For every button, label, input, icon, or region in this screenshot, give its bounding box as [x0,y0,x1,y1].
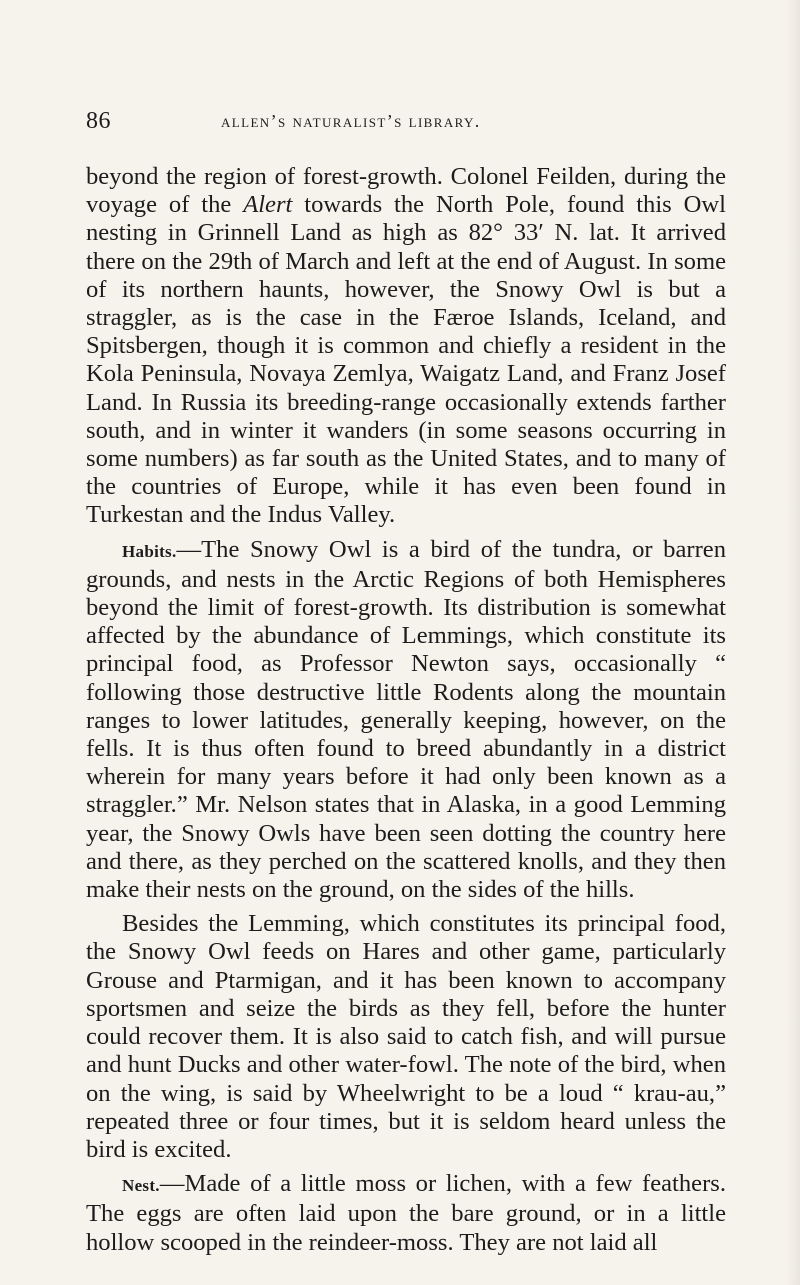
paragraph-food [86,910,726,1164]
habits-heading: Habits. [122,541,177,561]
body-text [86,163,726,1257]
nest-heading: Nest. [122,1176,160,1196]
paragraph-range-text-1: beyond the region of forest-growth. Colonel Feilden, during the voyage of the [86,163,726,219]
habits-text: —The Snowy Owl is a bird of the tundra, or barren grounds, and nests in the Arctic Regions of both Hemispheres beyond the limit of forest-growth. Its distribution is somewhat affected by the abundance of Lemmings, which constitute its principal food, as Professor Newton says, occasionally “ following those destructive little Rodents along the mountain ranges to lower latitudes, generally keeping, however, on the fells. It is thus often found to breed abundantly in a district wherein for many years before it had only been known as a straggler.” Mr. Nelson states that in Alaska, in a good Lemming year, the Snowy Owls have been seen dotting the country here and there, as they perched on the scattered knolls, and they then make their nests on the ground, on the sides of the hills. [86,535,726,904]
page-header [86,108,726,144]
paragraph-range-text-2: towards the North Pole, found this Owl nesting in Grinnell Land as high as 82° 33′ N. lat. It arrived there on the 29th of March and left at the end of August. In some of its northern haunts, however, the Snowy Owl is but a straggler, as is the case in the Færoe Islands, Iceland, and Spitsbergen, though it is common and chiefly a resident in the Kola Peninsula, Novaya Zemlya, Waigatz Land, and Franz Josef Land. In Russia its breeding-range occasionally extends farther south, and in winter it wanders (in some seasons occurring in some numbers) as far south as the United States, and to many of the countries of Europe, while it has even been found in Turkestan and the Indus Valley. [86,191,726,529]
paragraph-nest [86,1170,726,1257]
nest-text: —Made of a little moss or lichen, with a few feathers. The eggs are often laid upon the bare ground, or in a little hollow scooped in the reindeer-moss. They are not laid all [86,1170,726,1256]
running-title: allen’s naturalist’s library. [221,111,481,131]
ship-name-alert: Alert [243,191,293,219]
food-text: Besides the Lemming, which constitutes its principal food, the Snowy Owl feeds on Hares and other game, particularly Grouse and Ptarmigan, and it has been known to accompany sportsmen and seize the birds as they fell, before the hunter could recover them. It is also said to catch fish, and will pursue and hunt Ducks and other water-fowl. The note of the bird, when on the wing, is said by Wheelwright to be a loud “ krau-au,” repeated three or four times, but it is seldom heard unless the bird is excited. [86,910,726,1163]
page-edge-shadow [786,0,800,1285]
page-number: 86 [86,108,111,134]
paragraph-habits [86,536,726,905]
paragraph-range [86,163,726,530]
